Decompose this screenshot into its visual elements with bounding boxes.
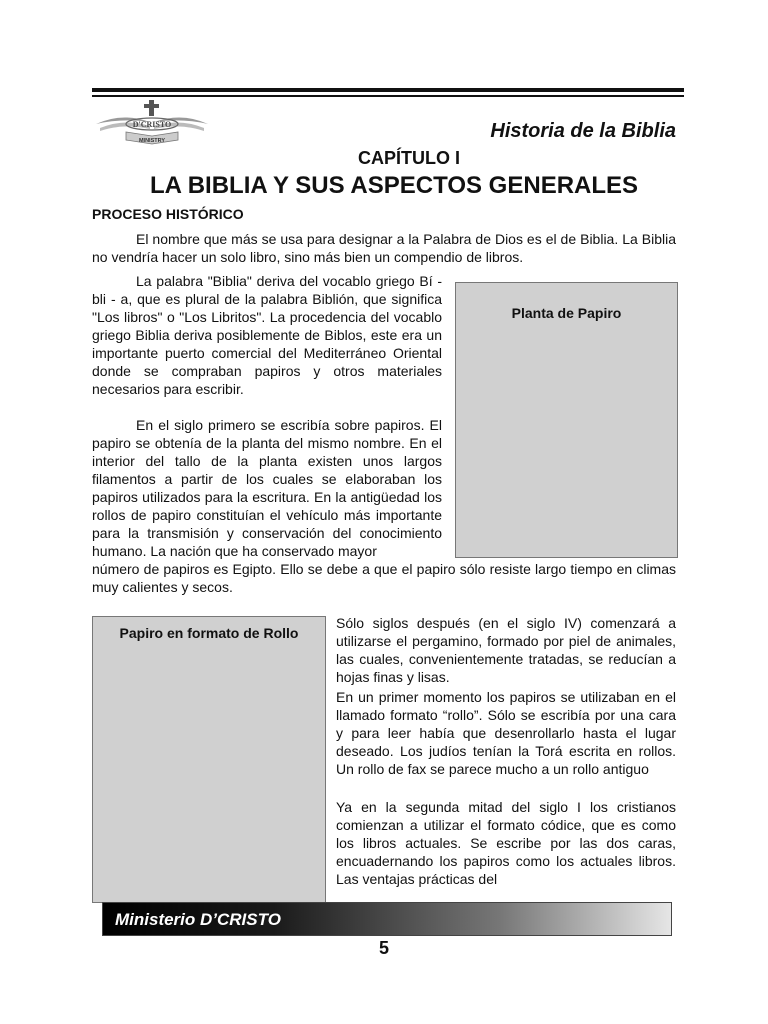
paragraph-2-text: La palabra "Biblia" deriva del vocablo griego Bí - bli - a, que es plural de la palabra Biblión, que significa "Los libros" o "Los Libritos". La procedencia del vocablo griego Biblia deriva posiblemente de Biblos, este era un importante puerto comercial del Mediterráneo Oriental donde se compraban papiros y otros materiales necesarios para escribir. bbox=[92, 273, 442, 397]
figure-caption: Papiro en formato de Rollo bbox=[119, 625, 299, 641]
ministry-logo bbox=[92, 98, 212, 146]
page-title: LA BIBLIA Y SUS ASPECTOS GENERALES bbox=[149, 172, 639, 199]
figure-papyrus-scroll bbox=[92, 616, 326, 903]
paragraph-3-text: En el siglo primero se escribía sobre papiros. El papiro se obtenía de la planta del mismo nombre. En el interior del tallo de la planta existen unos largos filamentos a partir de los cuales se elaboraban los papiros utilizados para la escritura. En la antigüedad los rollos de papiro constituían el vehículo más importante para la transmisión y conservación del conocimiento humano. La nación que ha conservado mayor bbox=[92, 417, 442, 559]
paragraph-6-text: Ya en la segunda mitad del siglo I los cristianos comienzan a utilizar el formato códice, que es como los libros actuales. Se escribe por las dos caras, encuadernando los papiros como los actuales libros. Las ventajas prácticas del bbox=[336, 799, 676, 887]
paragraph-1-text: El nombre que más se usa para designar a la Palabra de Dios es el de Biblia. La Biblia no vendría hacer un solo libro, sino más bien un compendio de libros. bbox=[92, 231, 676, 265]
header-rule-thin bbox=[92, 95, 684, 97]
page-number: 5 bbox=[378, 938, 389, 958]
header-rule-thick bbox=[92, 88, 684, 92]
paragraph-3-continued-text: número de papiros es Egipto. Ello se debe a que el papiro sólo resiste largo tiempo en climas muy calientes y secos. bbox=[92, 561, 676, 595]
paragraph-4-text: Sólo siglos después (en el siglo IV) comenzará a utilizarse el pergamino, formado por piel de animales, las cuales, convenientemente tratadas, se reducían a hojas finas y lisas. bbox=[336, 615, 676, 685]
logo-text: D'CRISTO bbox=[132, 120, 172, 129]
paragraph-6 bbox=[336, 798, 676, 888]
figure-papyrus-plant bbox=[455, 282, 678, 558]
paragraph-1 bbox=[92, 230, 676, 266]
section-heading: PROCESO HISTÓRICO bbox=[92, 206, 244, 222]
footer-ministry-name: Ministerio D’CRISTO bbox=[115, 910, 281, 929]
paragraph-3 bbox=[92, 416, 442, 560]
paragraph-5-text: En un primer momento los papiros se utilizaban en el llamado formato “rollo”. Sólo se escribía por una cara y para leer había que desenrollarlo hasta el lugar deseado. Los judíos tenían la Torá escrita en rollos. Un rollo de fax se parece mucho a un rollo antiguo bbox=[336, 689, 676, 777]
footer-banner bbox=[102, 902, 672, 936]
chapter-label: CAPÍTULO I bbox=[358, 148, 460, 168]
figure-caption: Planta de Papiro bbox=[511, 305, 622, 321]
paragraph-3-continued bbox=[92, 560, 676, 596]
book-title: Historia de la Biblia bbox=[490, 120, 676, 142]
logo-subtext: MINISTRY bbox=[138, 138, 166, 144]
paragraph-2 bbox=[92, 272, 442, 398]
paragraph-5 bbox=[336, 688, 676, 778]
paragraph-4 bbox=[336, 614, 676, 686]
